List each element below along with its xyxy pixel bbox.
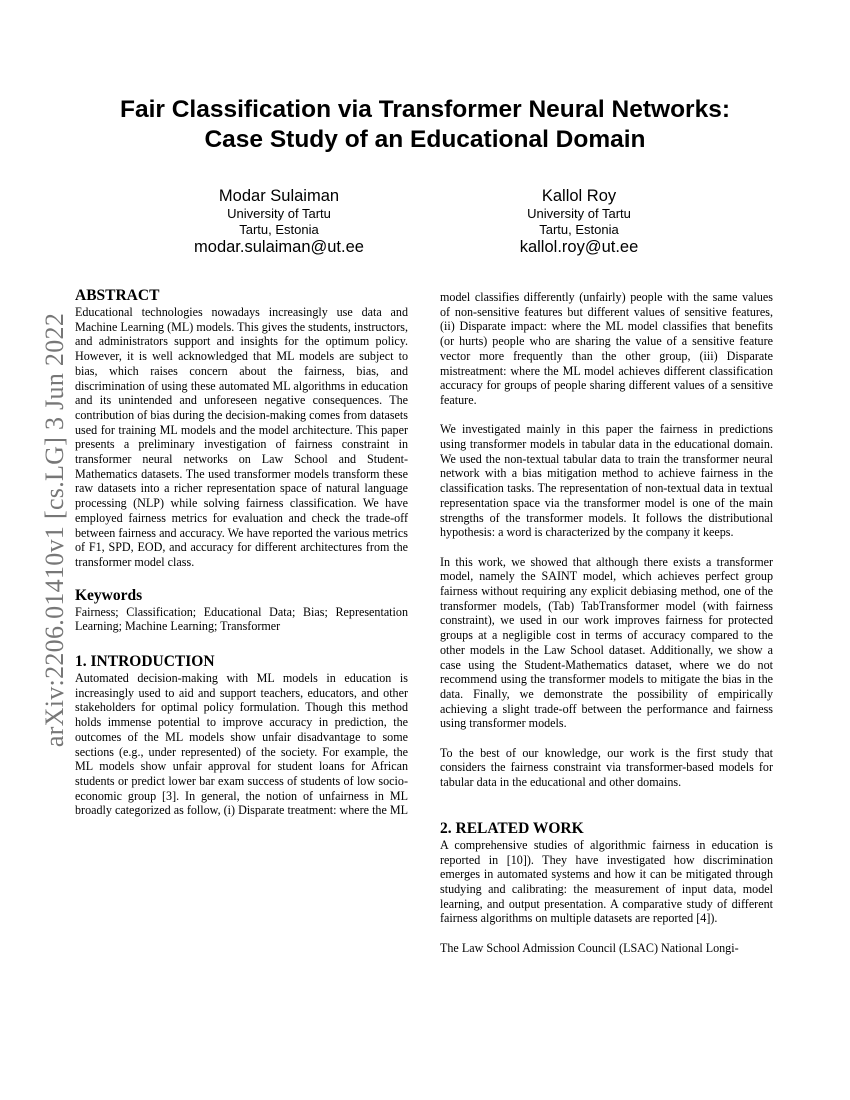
author-name: Kallol Roy [541,187,617,205]
right-column [440,290,773,970]
related-work-heading: 2. RELATED WORK [440,819,584,837]
introduction-paragraph-4: To the best of our knowledge, our work is the first study that considers the fairness constraint via transformer-based models for tabular data in the educational and other domains. [440,745,773,790]
introduction-paragraph-3: In this work, we showed that although there exists a transformer model, namely the SAINT model, which achieves perfect group fairness without requiring any explicit debiasing method, one of the transformer models, (Tab) TabTransformer model (with fairness constraint), we used in our work improves fairness for protected groups at a negligible cost in terms of accuracy compared to the other models in the Law School dataset. Additionally, we show a case using the Student-Mathematics dataset, where we do not recommend using the transformer models to mitigate the bias in the data. Finally, we demonstrate the possibility of empirically achieving a slight trade-off between the performance and fairness using transformer models. [440,554,773,731]
author-location: Tartu, Estonia [239,222,319,237]
author-email: kallol.roy@ut.ee [519,238,639,256]
abstract-text: Educational technologies nowadays increasingly use data and Machine Learning (ML) models. This gives the students, instructors, and administrators support and insights for the optimum policy. However, it is well acknowledged that ML models are subject to bias, which raises concern about the fairness, bias, and discrimination of using these automated ML algorithms in education and its unintended and unforeseen negative consequences. The contribution of bias during the decision-making comes from datasets used for training ML models and the model architecture. This paper presents a preliminary investigation of fairness constraint in transformer neural networks on Law School and Student-Mathematics datasets. The used transformer models transform these raw datasets into a richer representation space of natural language processing (NLP) while solving fairness classification. We have employed fairness metrics for evaluation and check the trade-off between fairness and accuracy. We have reported the various metrics of F1, SPD, EOD, and accuracy for different architectures from the transformer model class. [75,305,408,569]
related-work-paragraph-2: The Law School Admission Council (LSAC) National Longi- [440,940,739,955]
related-work-paragraph-1: A comprehensive studies of algorithmic fairness in education is reported in [10]). They have investigated how discrimination emerges in automated systems and how it can be mitigated through studying and calibrating: the measurement of input data, model learning, and output presentation. A comparative study of different fairness algorithms on multiple datasets are reported [4]). [440,837,773,926]
author-block-2 [469,186,689,257]
author-name: Modar Sulaiman [218,187,340,205]
author-affiliation: University of Tartu [527,206,631,221]
introduction-paragraph-1: Automated decision-making with ML models in education is increasingly used to aid and support teachers, educators, and other stakeholders for optimal policy formulation. Though this method holds immense potential to improve accuracy in prediction, the outcomes of the ML models show unfair disadvantage to some sections (e.g., under represented) of the society. For example, the ML models show unfair approval for student loans for African students or predict lower bar exam success of students of low socio-economic group [3]. In general, the notion of unfairness in ML broadly categorized as follow, (i) Disparate treatment: where the ML [75,671,409,818]
arxiv-identifier [30,295,80,765]
left-column [75,287,408,818]
introduction-paragraph-1-continued: model classifies differently (unfairly) people with the same values of non-sensitive features but different values of sensitive features, (ii) Disparate impact: where the ML model classifies that benefits (or hurts) people who are sharing the value of a sensitive feature vector more frequently than the other group, (iii) Disparate mistreatment: where the ML model achieves different classification accuracy for groups of people sharing different values of a sensitive feature. [440,290,773,407]
keywords-text: Fairness; Classification; Educational Data; Bias; Representation Learning; Machine Learning; Transformer [75,604,408,634]
introduction-heading: 1. INTRODUCTION [75,653,215,671]
paper-title-line-1: Fair Classification via Transformer Neural Networks: [120,96,730,123]
arxiv-identifier-text: arXiv:2206.01410v1 [cs.LG] 3 Jun 2022 [40,312,69,748]
abstract-heading: ABSTRACT [75,287,160,304]
keywords-heading: Keywords [75,586,143,604]
paper-title [80,95,770,155]
introduction-paragraph-2: We investigated mainly in this paper the fairness in predictions using transformer models in tabular data in the educational domain. We used the non-textual tabular data to train the transformer neural network with a bias mitigation method to achieve fairness in the classification tasks. The representation of non-textual data in textual representation space via the transformer model is one of the main strengths of the transformer models. It follows the distributional hypothesis: a word is characterized by the company it keeps. [440,422,773,540]
author-email: modar.sulaiman@ut.ee [194,238,364,256]
author-block-1 [169,186,389,257]
paper-title-line-2: Case Study of an Educational Domain [204,126,646,153]
author-affiliation: University of Tartu [227,206,331,221]
author-location: Tartu, Estonia [539,222,619,237]
